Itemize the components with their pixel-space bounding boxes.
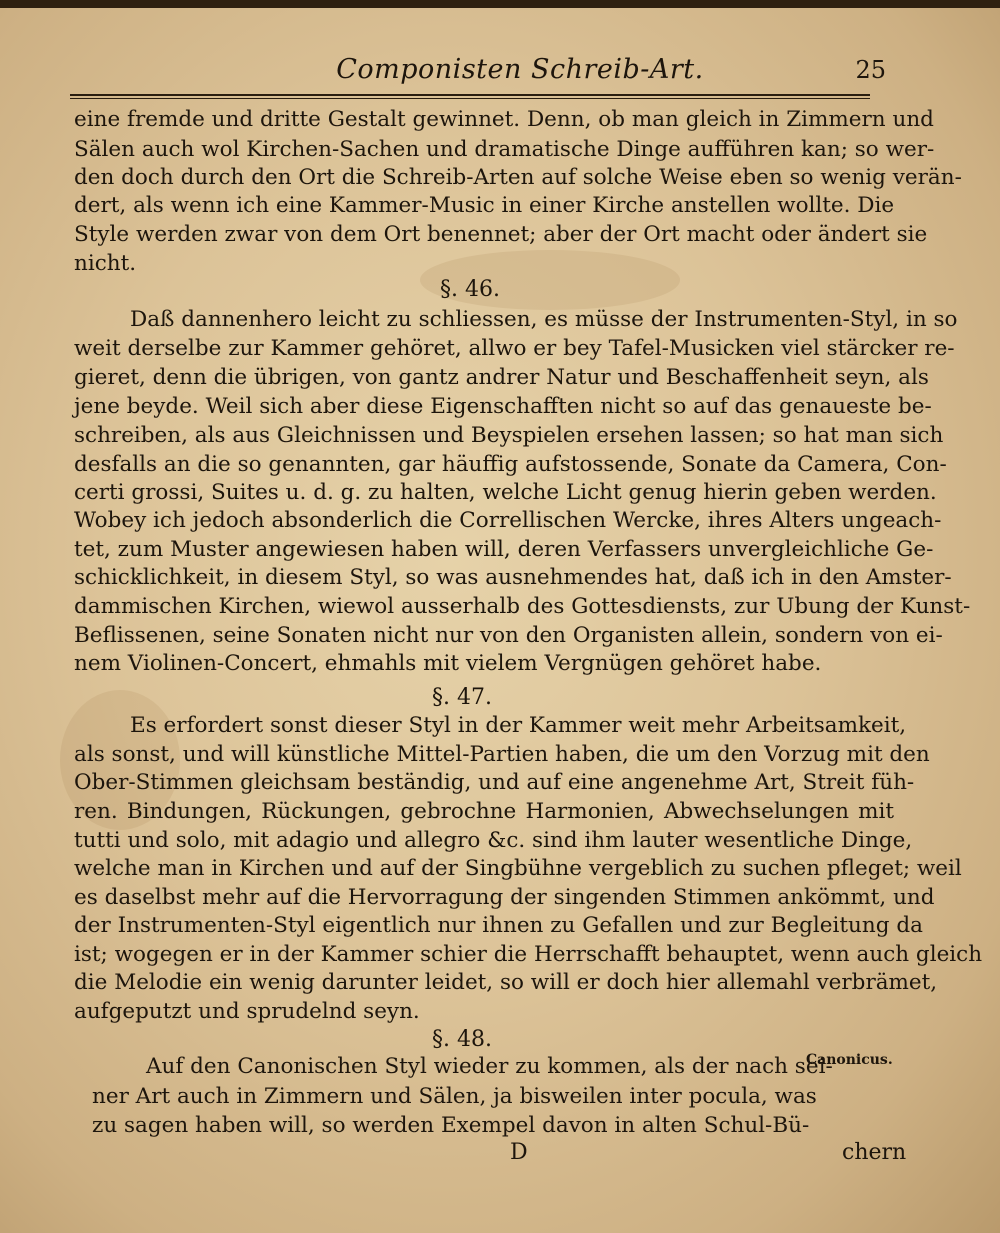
text-line: als sonst, und will künstliche Mittel-Partien haben, die um den Vorzug mit den: [74, 742, 930, 767]
text-line: nicht.: [74, 251, 137, 276]
text-line: weit derselbe zur Kammer gehöret, allwo er bey Tafel-Musicken viel stärcker re-: [74, 336, 955, 361]
text-line: certi grossi, Suites u. d. g. zu halten, welche Licht genug hierin geben werden.: [74, 480, 937, 505]
text-line: Es erfordert sonst dieser Styl in der Kammer weit mehr Arbeitsamkeit,: [130, 713, 907, 738]
text-line: dammischen Kirchen, wiewol ausserhalb des Gottesdiensts, zur Ubung der Kunst-: [74, 594, 971, 619]
text-line: ist; wogegen er in der Kammer schier die Herrschafft behauptet, wenn auch gleich: [74, 942, 983, 967]
text-line: tet, zum Muster angewiesen haben will, deren Verfassers unvergleichliche Ge-: [74, 537, 934, 562]
text-line: die Melodie ein wenig darunter leidet, so will er doch hier allemahl verbrämet,: [74, 970, 938, 995]
text-line: tutti und solo, mit adagio und allegro &c. sind ihm lauter wesentliche Dinge,: [74, 828, 913, 853]
text-line: eine fremde und dritte Gestalt gewinnet. Denn, ob man gleich in Zimmern und: [74, 107, 934, 132]
text-line: welche man in Kirchen und auf der Singbühne vergeblich zu suchen pfleget; weil: [74, 856, 962, 881]
text-line: gieret, denn die übrigen, von gantz andrer Natur und Beschaffenheit seyn, als: [74, 365, 929, 390]
text-line: dert, als wenn ich eine Kammer-Music in einer Kirche anstellen wollte. Die: [74, 193, 895, 218]
text-line: schreiben, als aus Gleichnissen und Beyspielen ersehen lassen; so hat man sich: [74, 423, 944, 448]
text-line: desfalls an die so genannten, gar häuffig aufstossende, Sonate da Camera, Con-: [74, 452, 947, 477]
marginal-note: Canonicus.: [806, 1052, 893, 1068]
catchword: chern: [842, 1140, 907, 1165]
header-rule: [70, 94, 870, 96]
text-line: aufgeputzt und sprudelnd seyn.: [74, 999, 420, 1024]
text-line: Beflissenen, seine Sonaten nicht nur von den Organisten allein, sondern von ei-: [74, 623, 943, 648]
section-heading: §. 46.: [440, 277, 500, 302]
signature-mark: D: [510, 1140, 528, 1165]
text-line: Auf den Canonischen Styl wieder zu kommen, als der nach sei-: [146, 1054, 833, 1079]
text-line: nem Violinen-Concert, ehmahls mit vielem Vergnügen gehöret habe.: [74, 651, 822, 676]
text-line: ner Art auch in Zimmern und Sälen, ja bisweilen inter pocula, was: [92, 1084, 817, 1109]
text-line: ren. Bindungen, Rückungen, gebrochne Harmonien, Abwechselungen mit: [74, 799, 894, 824]
text-line: zu sagen haben will, so werden Exempel davon in alten Schul-Bü-: [92, 1113, 810, 1138]
section-heading: §. 47.: [432, 685, 492, 710]
text-line: jene beyde. Weil sich aber diese Eigenschafften nicht so auf das genaueste be-: [74, 394, 932, 419]
page-header: [70, 50, 900, 90]
text-line: Daß dannenhero leicht zu schliessen, es müsse der Instrumenten-Styl, in so: [130, 307, 958, 332]
text-line: den doch durch den Ort die Schreib-Arten auf solche Weise eben so wenig verän-: [74, 165, 962, 190]
page-number: 25: [855, 56, 886, 84]
text-line: Style werden zwar von dem Ort benennet; aber der Ort macht oder ändert sie: [74, 222, 928, 247]
section-heading: §. 48.: [432, 1027, 492, 1052]
text-line: Ober-Stimmen gleichsam beständig, und auf eine angenehme Art, Streit füh-: [74, 770, 915, 795]
text-line: es daselbst mehr auf die Hervorragung der singenden Stimmen ankömmt, und: [74, 885, 935, 910]
text-line: schicklichkeit, in diesem Styl, so was ausnehmendes hat, daß ich in den Amster-: [74, 565, 952, 590]
text-line: der Instrumenten-Styl eigentlich nur ihnen zu Gefallen und zur Begleitung da: [74, 913, 923, 938]
header-rule: [70, 98, 870, 99]
text-line: Sälen auch wol Kirchen-Sachen und dramatische Dinge aufführen kan; so wer-: [74, 137, 935, 162]
running-head: Componisten Schreib-Art.: [336, 54, 704, 85]
text-line: Wobey ich jedoch absonderlich die Correllischen Wercke, ihres Alters ungeach-: [74, 508, 942, 533]
